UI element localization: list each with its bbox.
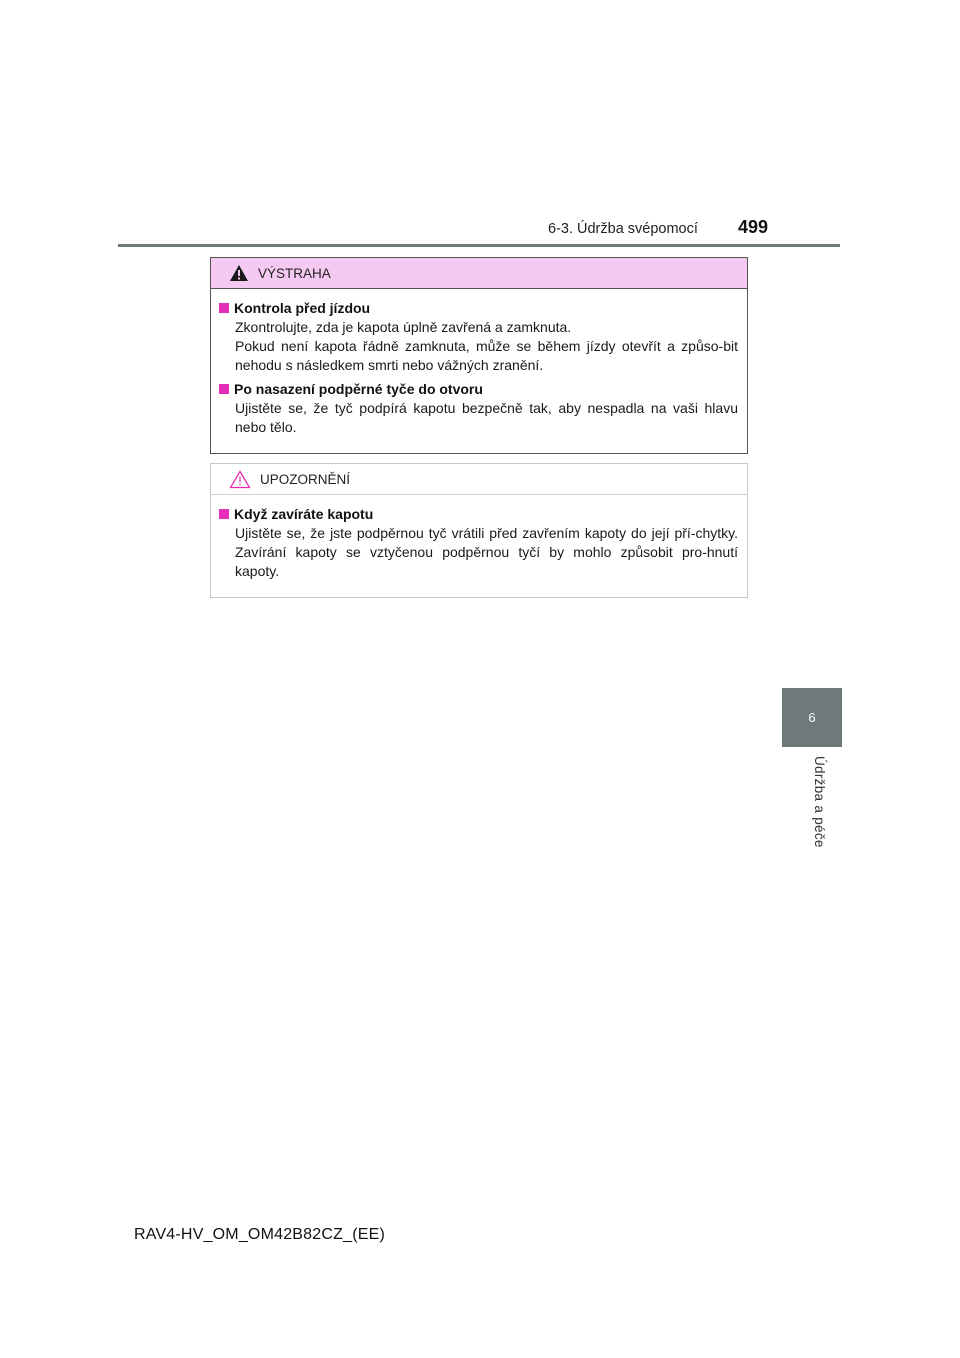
warning-item-text: Ujistěte se, že tyč podpírá kapotu bezpečně tak, aby nespadla na vaši hlavu nebo tělo. — [235, 400, 738, 435]
square-bullet-icon — [219, 384, 229, 394]
document-code: RAV4-HV_OM_OM42B82CZ_(EE) — [134, 1226, 385, 1243]
section-title: 6-3. Údržba svépomocí — [548, 221, 698, 237]
header-divider — [118, 244, 840, 247]
warning-item-heading: Kontrola před jízdou — [234, 300, 371, 316]
warning-item-heading: Po nasazení podpěrné tyče do otvoru — [234, 381, 483, 397]
warning-box-header — [211, 258, 747, 289]
chapter-tab-label: Údržba a péče — [812, 756, 827, 848]
caution-triangle-icon — [229, 470, 251, 489]
caution-box — [210, 463, 748, 598]
warning-item — [219, 298, 738, 375]
warning-item-text: Pokud není kapota řádně zamknuta, může se během jízdy otevřít a způso-bit nehodu s následkem smrti nebo vážných zranění. — [235, 338, 738, 373]
caution-item — [219, 504, 738, 581]
square-bullet-icon — [219, 303, 229, 313]
chapter-tab[interactable] — [782, 688, 842, 747]
chapter-tab-number: 6 — [808, 710, 816, 725]
warning-item-text: Zkontrolujte, zda je kapota úplně zavřená a zamknuta. — [235, 319, 572, 335]
warning-box-title: VÝSTRAHA — [258, 265, 331, 281]
caution-item-heading: Když zavíráte kapotu — [234, 506, 374, 522]
caution-box-header — [211, 464, 747, 495]
caution-box-title: UPOZORNĚNÍ — [260, 471, 351, 487]
warning-box — [210, 257, 748, 454]
warning-triangle-icon — [229, 264, 249, 282]
page-number: 499 — [738, 217, 769, 237]
caution-item-text: Ujistěte se, že jste podpěrnou tyč vrátili před zavřením kapoty do její pří-chytky. Zavírání kapoty se vztyčenou podpěrnou tyčí by mohlo způsobit pro-hnutí kapoty. — [235, 525, 738, 579]
square-bullet-icon — [219, 509, 229, 519]
warning-item — [219, 379, 738, 437]
